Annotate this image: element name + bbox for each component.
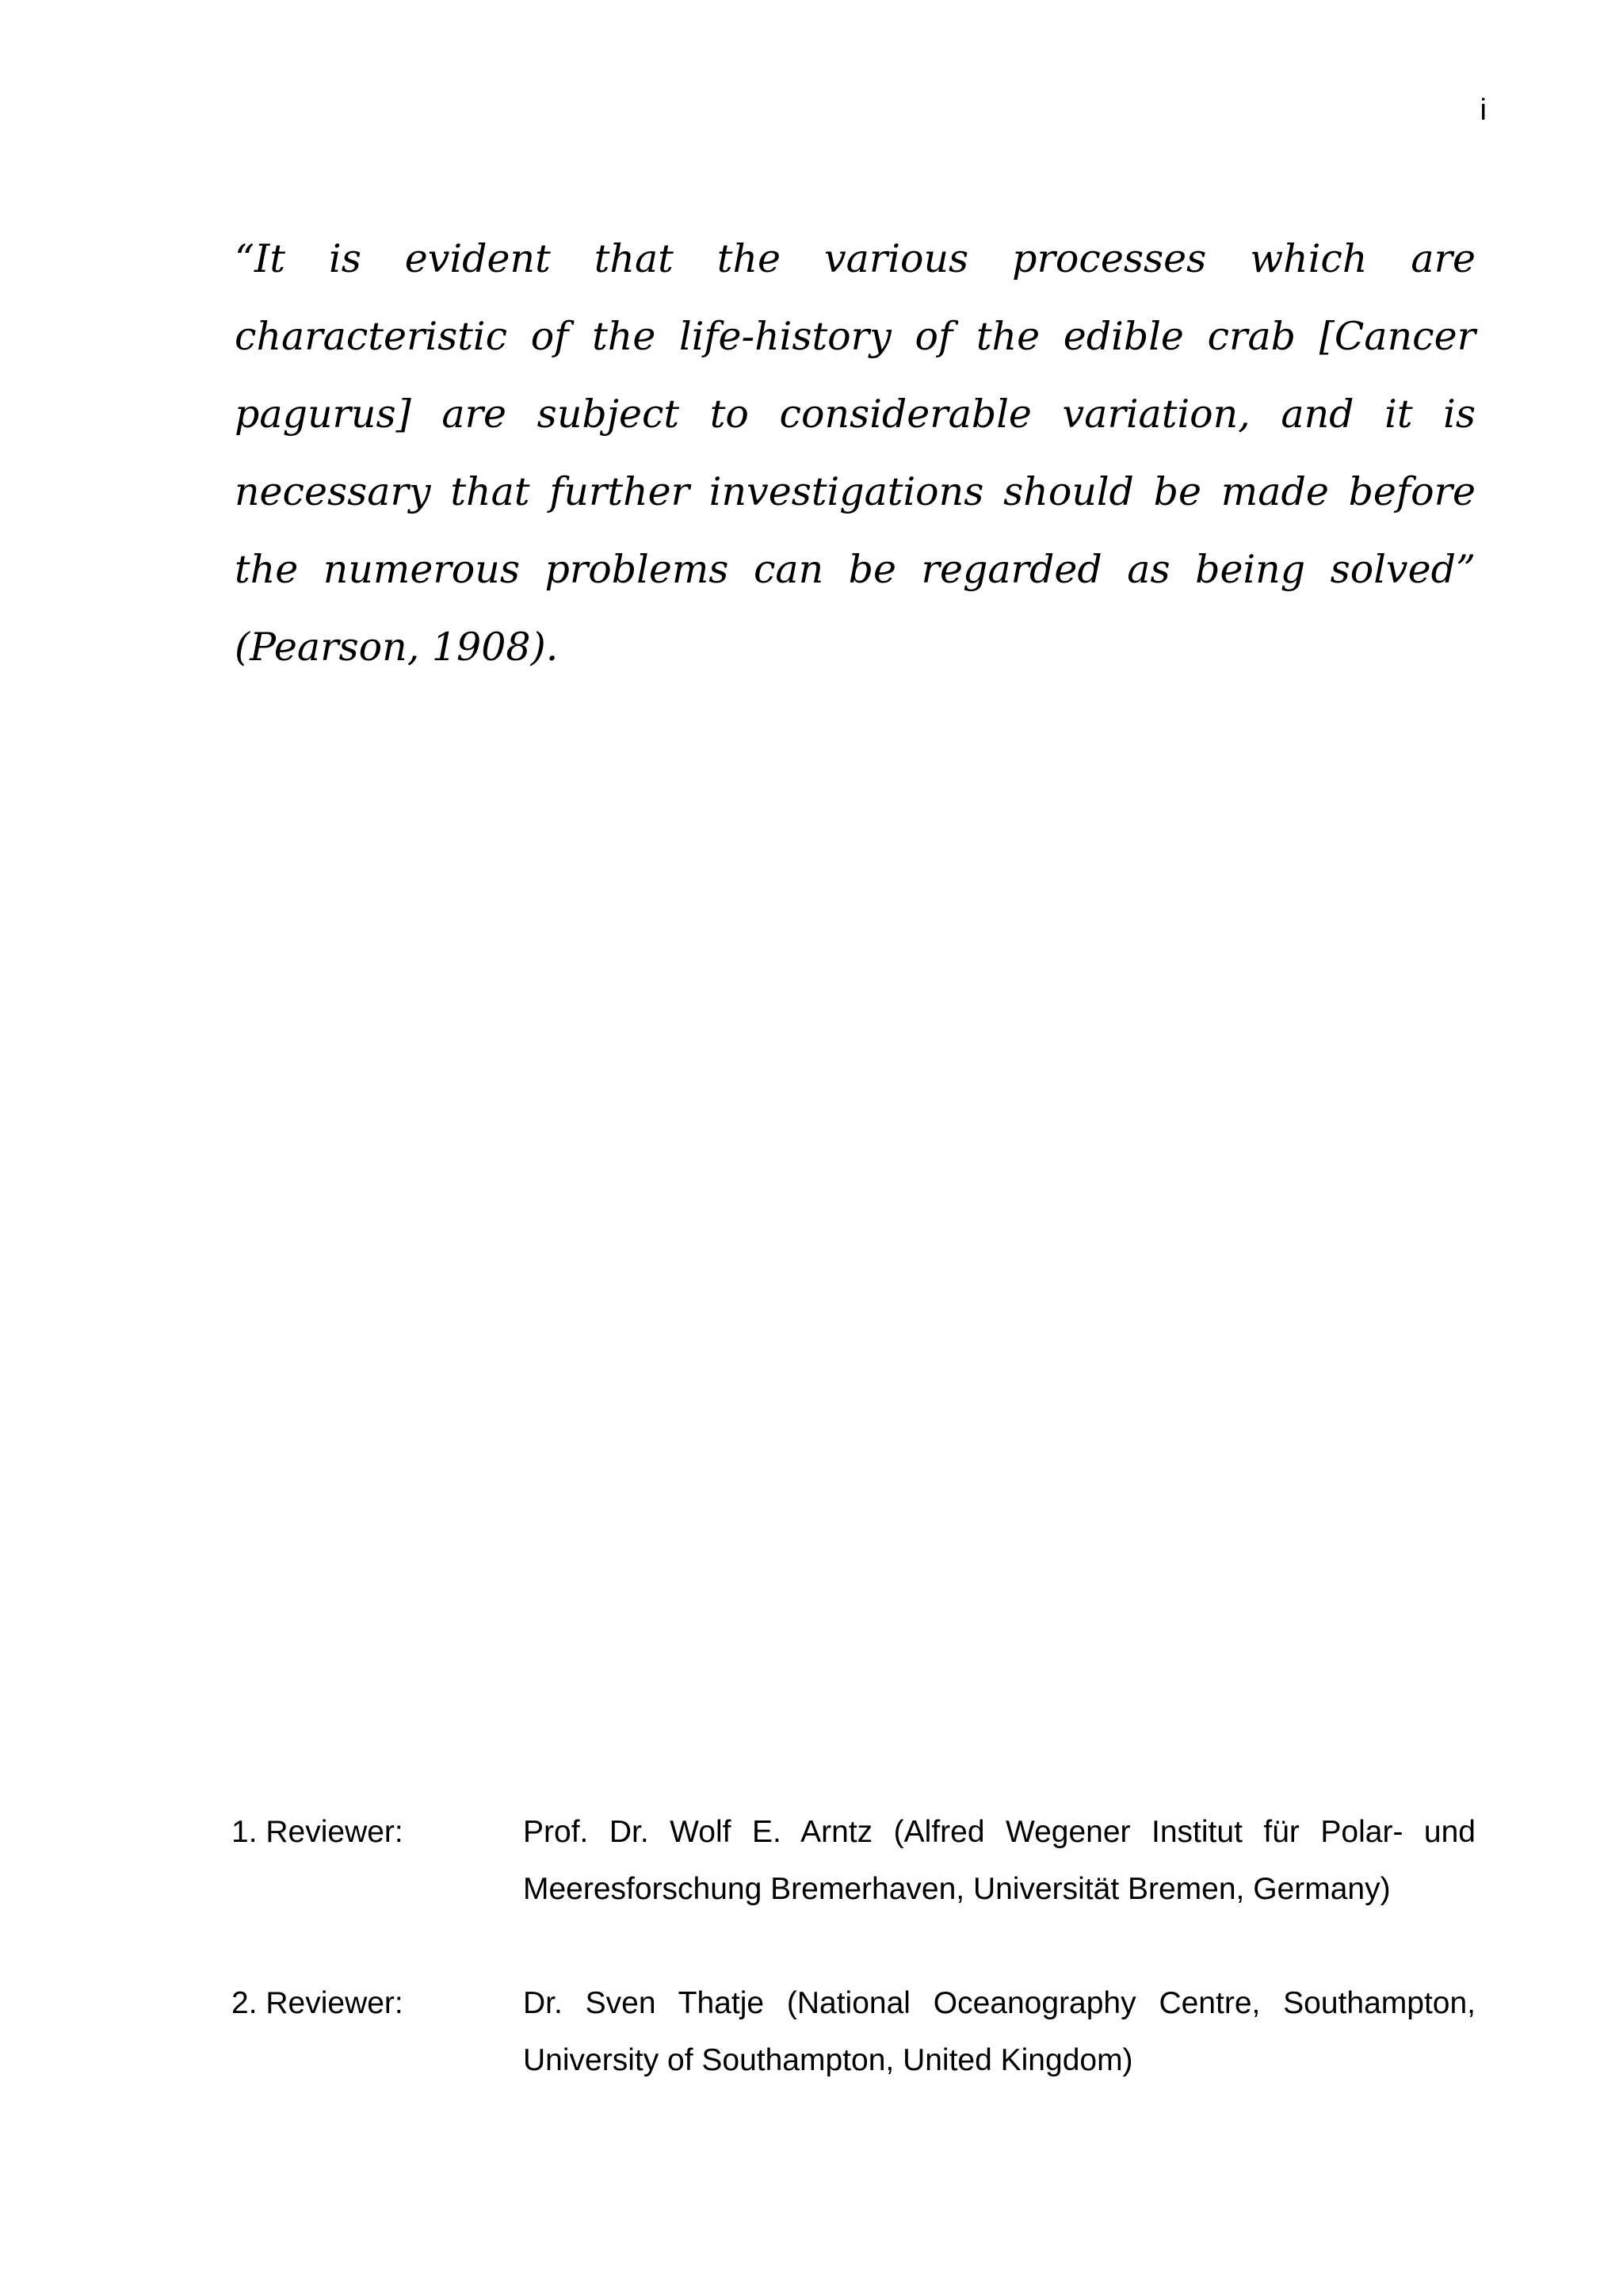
reviewer-2-detail: Dr. Sven Thatje (National Oceanography Centre, Southampton, University of Southampton, United Kingdom) xyxy=(523,1986,1476,2077)
reviewers-section xyxy=(231,1804,1476,2089)
reviewer-2 xyxy=(231,1975,1476,2089)
epigraph-species-name: Cancer pagurus xyxy=(235,314,1476,437)
page-number: i xyxy=(1480,94,1487,127)
reviewer-2-label: 2. Reviewer: xyxy=(231,1986,403,2020)
reviewer-1 xyxy=(231,1804,1476,1918)
epigraph-text-start: “It is evident that the various processes which are characteristic of the life-history of the edible crab [ xyxy=(235,236,1476,359)
epigraph-quote xyxy=(235,220,1476,686)
reviewer-1-detail: Prof. Dr. Wolf E. Arntz (Alfred Wegener Institut für Polar- und Meeresforschung Bremerhaven, Universität Bremen, Germany) xyxy=(523,1815,1476,1906)
epigraph-text-end: ] are subject to considerable variation, and it is necessary that further investigations should be made before the numerous problems can be regarded as being solved” (Pearson, 1908). xyxy=(235,392,1476,670)
reviewer-1-label: 1. Reviewer: xyxy=(231,1815,403,1849)
